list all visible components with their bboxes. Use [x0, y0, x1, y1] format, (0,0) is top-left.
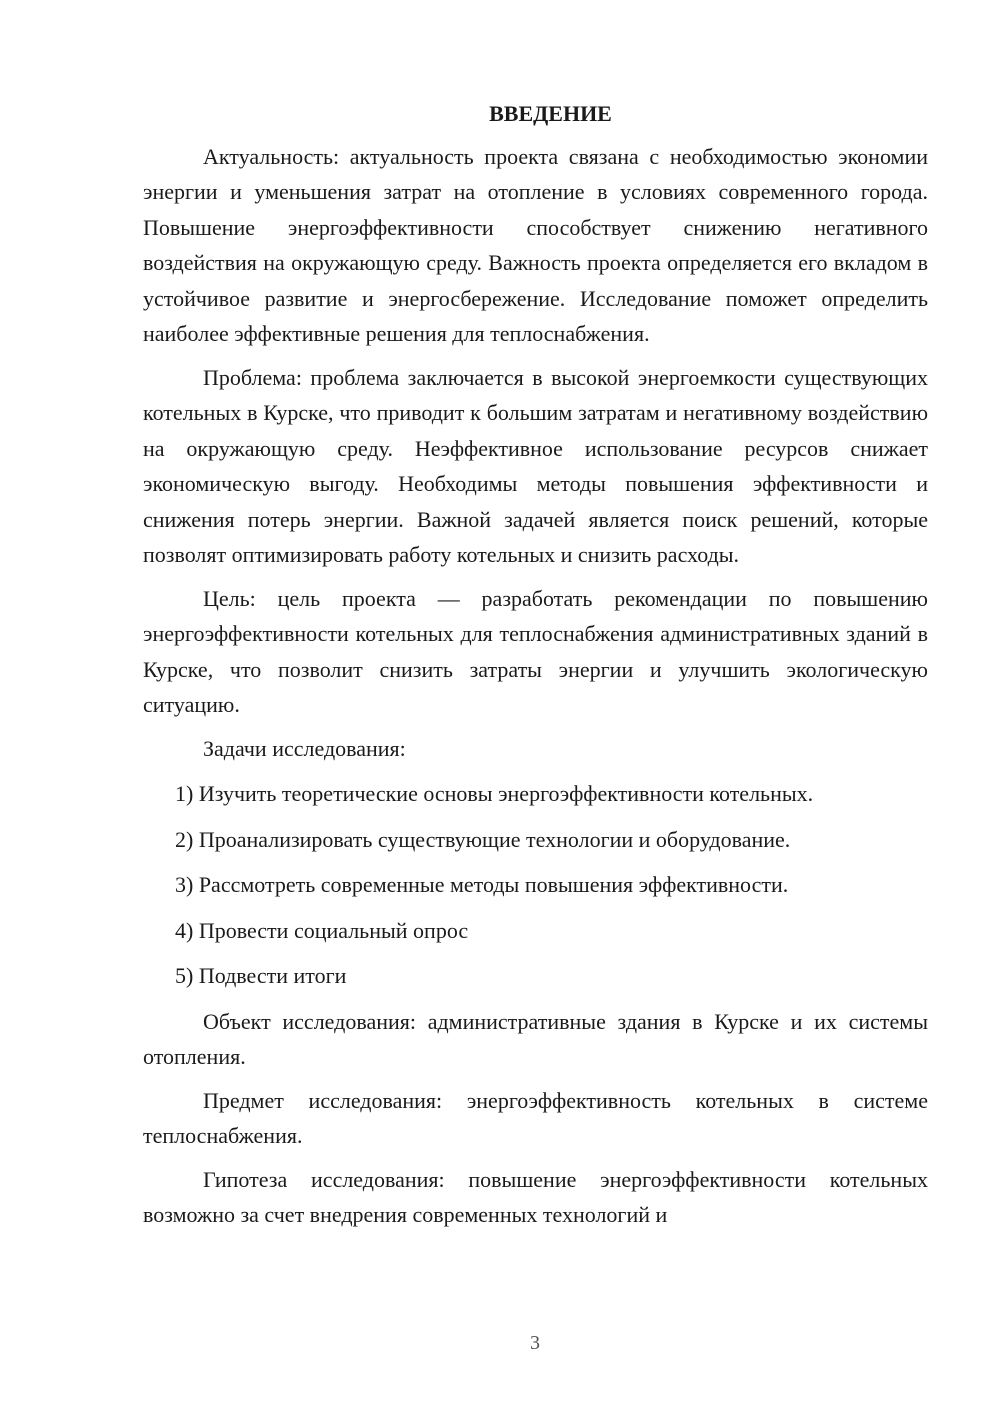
list-item: 2) Проанализировать существующие технологии и оборудование. [175, 826, 791, 852]
document-body [143, 96, 928, 1241]
list-item: 5) Подвести итоги [175, 963, 347, 988]
paragraph-goal: Цель: цель проекта — разработать рекомендации по повышению энергоэффективности котельных для теплоснабжения административных зданий в Курске, что позволит снизить затраты энергии и улучшить экологическую ситуацию. [143, 585, 928, 717]
list-item: 4) Провести социальный опрос [175, 917, 469, 943]
paragraph-object: Объект исследования: административные здания в Курске и их системы отопления. [143, 1008, 928, 1069]
list-item: 1) Изучить теоретические основы энергоэффективности котельных. [175, 781, 814, 806]
paragraph-hypothesis: Гипотеза исследования: повышение энергоэффективности котельных возможно за счет внедрения современных технологий и [143, 1166, 928, 1227]
tasks-heading: Задачи исследования: [203, 735, 406, 761]
list-item: 3) Рассмотреть современные методы повышения эффективности. [175, 872, 789, 897]
section-heading: ВВЕДЕНИЕ [489, 101, 612, 126]
paragraph-relevance: Актуальность: актуальность проекта связана с необходимостью экономии энергии и уменьшения затрат на отопление в условиях современного города. Повышение энергоэффективности способствует снижению негативного воздействия на окружающую среду. Важность проекта определяется его вкладом в устойчивое развитие и энергосбережение. Исследование поможет определить наиболее эффективные решения для теплоснабжения. [143, 143, 928, 346]
page-number: 3 [530, 1332, 540, 1354]
paragraph-problem: Проблема: проблема заключается в высокой энергоемкости существующих котельных в Курске, что приводит к большим затратам и негативному воздействию на окружающую среду. Неэффективное использование ресурсов снижает экономическую выгоду. Необходимы методы повышения эффективности и снижения потерь энергии. Важной задачей является поиск решений, которые позволят оптимизировать работу котельных и снизить расходы. [143, 364, 928, 567]
paragraph-subject: Предмет исследования: энергоэффективность котельных в системе теплоснабжения. [143, 1087, 928, 1148]
